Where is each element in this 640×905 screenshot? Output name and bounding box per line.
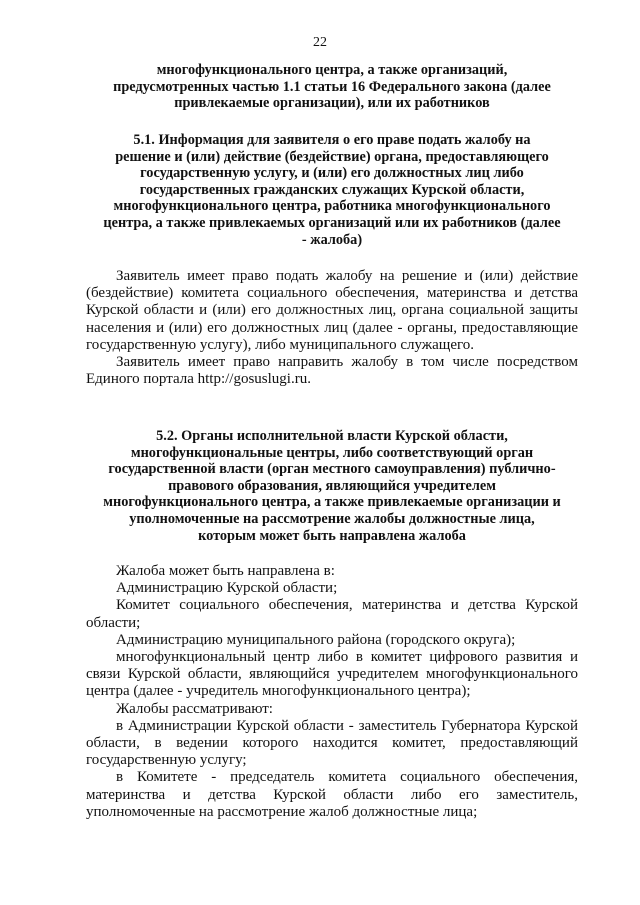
heading-line: которым может быть направлена жалоба: [198, 527, 466, 544]
heading-line: государственную услугу, и (или) его должностных лиц либо: [140, 165, 524, 182]
paragraph: Заявитель имеет право направить жалобу в том числе посредством Единого портала http://gosuslugi.ru.: [86, 354, 578, 388]
heading-line: многофункционального центра, работника многофункционального: [113, 198, 551, 215]
paragraph: многофункциональный центр либо в комитет цифрового развития и связи Курской области, являющийся учредителем многофункционального центра (далее - учредитель многофункционального центра);: [86, 649, 578, 700]
paragraph: Администрацию муниципального района (городского округа);: [116, 631, 516, 648]
heading-line: - жалоба): [301, 231, 363, 248]
heading-line: государственной власти (орган местного самоуправления) публично-: [108, 461, 556, 478]
heading-line: многофункциональные центры, либо соответствующий орган: [130, 444, 534, 461]
section-5-2-heading: [86, 428, 578, 544]
heading-line: многофункционального центра, а также привлекаемые организации и: [103, 494, 561, 511]
heading-line: предусмотренных частью 1.1 статьи 16 Федерального закона (далее: [113, 78, 551, 95]
heading-line: уполномоченные на рассмотрение жалобы должностные лица,: [129, 510, 535, 527]
section-5-2-body: [86, 563, 578, 821]
paragraph: Жалобы рассматривают:: [116, 700, 273, 717]
paragraph: Жалоба может быть направлена в:: [116, 563, 335, 579]
heading-line: государственных гражданских служащих Курской области,: [139, 181, 525, 198]
paragraph: Заявитель имеет право подать жалобу на решение и (или) действие (бездействие) комитета социального обеспечения, материнства и детства Курской области и (или) его должностных лиц, органа социальной защиты населения и (или) его должностных лиц (далее - органы, предоставляющие государственную услугу), либо муниципального служащего.: [86, 268, 578, 353]
section-5-1-heading: [86, 132, 578, 248]
paragraph: в Комитете - председатель комитета социального обеспечения, материнства и детства Курской области либо его заместитель, уполномоченные на рассмотрение жалоб должностные лица;: [86, 769, 578, 820]
heading-line: привлекаемые организации), или их работников: [174, 95, 490, 112]
section-5-1-body: [86, 268, 578, 388]
heading-line: многофункционального центра, а также организаций,: [156, 62, 508, 78]
paragraph: Администрацию Курской области;: [116, 580, 338, 597]
paragraph: Комитет социального обеспечения, материнства и детства Курской области;: [86, 597, 578, 631]
intro-heading: [86, 62, 578, 112]
page-number: 22: [313, 35, 327, 50]
heading-line: 5.2. Органы исполнительной власти Курской области,: [156, 428, 508, 444]
heading-line: 5.1. Информация для заявителя о его праве подать жалобу на: [133, 132, 531, 148]
heading-line: центра, а также привлекаемых организаций или их работников (далее: [103, 214, 561, 231]
heading-line: правового образования, являющийся учредителем: [168, 477, 496, 494]
paragraph: в Администрации Курской области - заместитель Губернатора Курской области, в ведении которого находится комитет, предоставляющий государственную услугу;: [86, 717, 578, 769]
heading-line: решение и (или) действие (бездействие) органа, предоставляющего: [115, 148, 549, 165]
